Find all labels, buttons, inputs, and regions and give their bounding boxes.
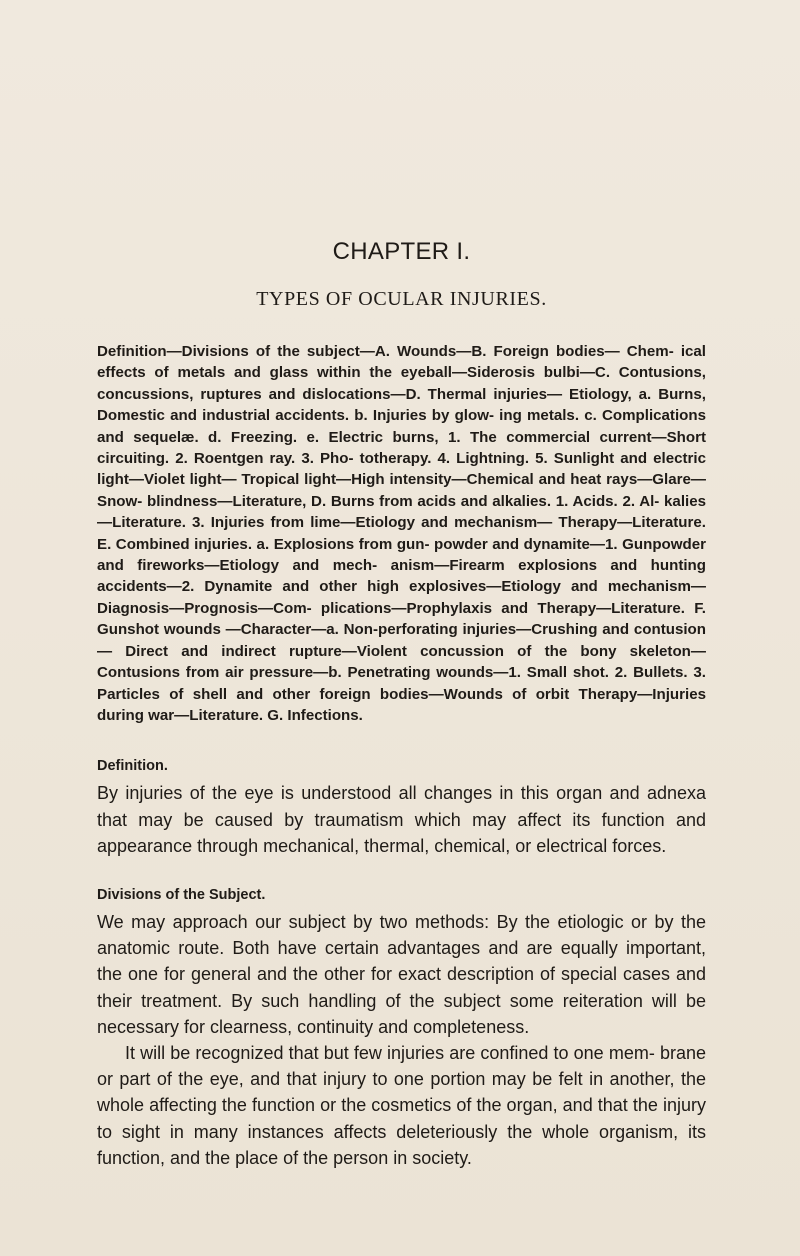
chapter-synopsis: Definition—Divisions of the subject—A. Wounds—B. Foreign bodies— Chem- ical effects of metals and glass within the eyeball—Siderosis bulbi—C. Contusions, concussions, ruptures and dislocations—D. Thermal injuries— Etiology, a. Burns, Domestic and industrial accidents. b. Injuries by glow- ing metals. c. Complications and sequelæ. d. Freezing. e. Electric burns, 1. The commercial current—Short circuiting. 2. Roentgen ray. 3. Pho- totherapy. 4. Lightning. 5. Sunlight and electric light—Violet light— Tropical light—High intensity—Chemical and heat rays—Glare—Snow- blindness—Literature, D. Burns from acids and alkalies. 1. Acids. 2. Al- kalies—Literature. 3. Injuries from lime—Etiology and mechanism— Therapy—Literature. E. Combined injuries. a. Explosions from gun- powder and dynamite—1. Gunpowder and fireworks—Etiology and mech- anism—Firearm explosions and hunting accidents—2. Dynamite and other high explosives—Etiology and mechanism—Diagnosis—Prognosis—Com- plications—Prophylaxis and Therapy—Literature. F. Gunshot wounds —Character—a. Non-perforating injuries—Crushing and contusion— Direct and indirect rupture—Violent concussion of the bony skeleton— Contusions from air pressure—b. Penetrating wounds—1. Small shot. 2. Bullets. 3. Particles of shell and other foreign bodies—Wounds of orbit Therapy—Injuries during war—Literature. G. Infections. bbox=[97, 343, 706, 724]
definition-paragraph: By injuries of the eye is understood all changes in this organ and adnexa that may be caused by traumatism which may affect its function and appearance through mechanical, thermal, chemical, or electrical forces. bbox=[97, 783, 706, 856]
chapter-title: CHAPTER I. bbox=[332, 238, 471, 265]
divisions-paragraph-1: We may approach our subject by two methods: By the etiologic or by the anatomic route. Both have certain advantages and are equally important, the one for general and the other for exact description of special cases and their treatment. By such handling of the subject some reiteration will be necessary for clearness, continuity and completeness. bbox=[97, 911, 706, 1037]
definition-heading: Definition. bbox=[97, 758, 168, 775]
chapter-subtitle: TYPES OF OCULAR INJURIES. bbox=[256, 288, 547, 310]
divisions-heading: Divisions of the Subject. bbox=[97, 886, 266, 903]
divisions-paragraph-2: It will be recognized that but few injuries are confined to one mem- brane or part of the eye, and that injury to one portion may be felt in another, the whole affecting the function or the cosmetics of the organ, and that the injury to sight in many instances affects deleteriously the whole organism, its function, and the place of the person in society. bbox=[97, 1042, 706, 1168]
